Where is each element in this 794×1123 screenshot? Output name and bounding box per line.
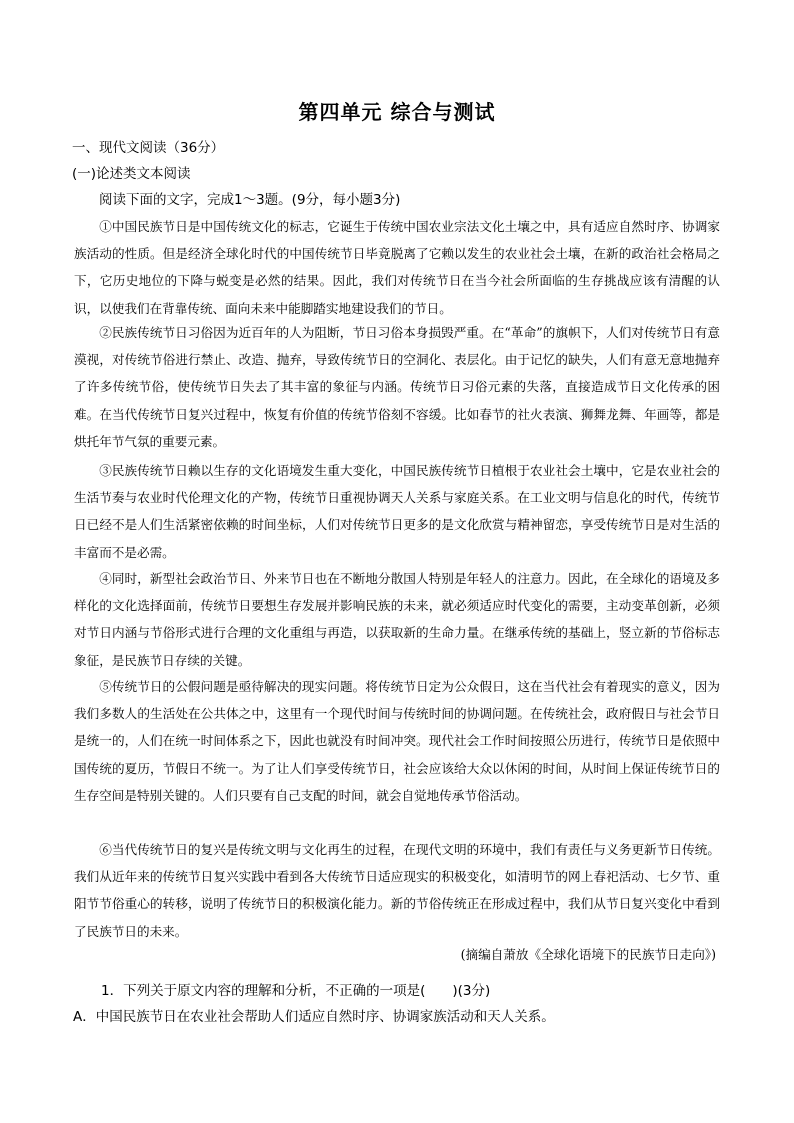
source-citation: (摘编自萧放《全球化语境下的民族节日走向》) [460,947,716,962]
reading-instruction: 阅读下面的文字，完成1～3题。(9分，每小题3分) [99,192,401,208]
paragraph-4: ④同时，新型社会政治节日、外来节日也在不断地分散国人特别是年轻人的注意力。因此，在全球化的语境及多样化的文化选择面前，传统节日要想生存发展并影响民族的未来，就必须适应时代变化的需要，主动变革创新，必须对节日内涵与节俗形式进行合理的文化重组与再造，以获取新的生命力量。在继承传统的基础上，竖立新的节俗标志象征，是民族节日存续的关键。 [74,571,720,668]
paragraph-3: ③民族传统节日赖以生存的文化语境发生重大变化，中国民族传统节日植根于农业社会土壤中，它是农业社会的生活节奏与农业时代伦理文化的产物，传统节日重视协调天人关系与家庭关系。在工业文明与信息化的时代，传统节日已经不是人们生活紧密依赖的时间坐标，人们对传统节日更多的是文化欣赏与精神留恋，享受传统节日是对生活的丰富而不是必需。 [74,463,720,560]
paragraph-1: ①中国民族节日是中国传统文化的标志，它诞生于传统中国农业宗法文化土壤之中，具有适应自然时序、协调家族活动的性质。但是经济全球化时代的中国传统节日毕竟脱离了它赖以发生的农业社会土壤，在新的政治社会格局之下，它历史地位的下降与蜕变是必然的结果。因此，我们对传统节日在当今社会所面临的生存挑战应该有清醒的认识，以使我们在背靠传统、面向未来中能脚踏实地建设我们的节日。 [74,219,720,316]
paragraph-2: ②民族传统节日习俗因为近百年的人为阻断，节日习俗本身损毁严重。在“革命”的旗帜下，人们对传统节日有意漠视，对传统节俗进行禁止、改造、抛弃，导致传统节日的空洞化、表层化。由于记忆的缺失，人们有意无意地抛弃了许多传统节俗，使传统节日失去了其丰富的象征与内涵。传统节日习俗元素的失落，直接造成节日文化传承的困难。在当代传统节日复兴过程中，恢复有价值的传统节俗刻不容缓。比如春节的社火表演、狮舞龙舞、年画等，都是烘托年节气氛的重要元素。 [74,325,720,449]
unit-title: 第四单元 综合与测试 [298,100,496,124]
section-heading: 一、现代文阅读（36分） [72,140,225,156]
paragraph-6: ⑥当代传统节日的复兴是传统文明与文化再生的过程，在现代文明的环境中，我们有责任与义务更新节日传统。我们从近年来的传统节日复兴实践中看到各大传统节日适应现实的积极变化，如清明节的网上春祀活动、七夕节、重阳节节俗重心的转移，说明了传统节日的积极演化能力。新的节俗传统正在形成过程中，我们从节日复兴变化中看到了民族节日的未来。 [74,842,720,939]
question-1: 1．下列关于原文内容的理解和分析，不正确的一项是( )(3分) [101,983,491,999]
question-1-option-a: A．中国民族节日在农业社会帮助人们适应自然时序、协调家族活动和天人关系。 [73,1009,555,1025]
subsection-heading: (一)论述类文本阅读 [72,166,191,182]
paragraph-5: ⑤传统节日的公假问题是亟待解决的现实问题。将传统节日定为公众假日，这在当代社会有着现实的意义，因为我们多数人的生活处在公共体之中，这里有一个现代时间与传统时间的协调问题。在传统社会，政府假日与社会节日是统一的，人们在统一时间体系之下，因此也就没有时间冲突。现代社会工作时间按照公历进行，传统节日是依照中国传统的夏历，节假日不统一。为了让人们享受传统节日，社会应该给大众以休闲的时间，从时间上保证传统节日的生存空间是特别关键的。人们只要有自己支配的时间，就会自觉地传承节俗活动。 [74,679,720,803]
